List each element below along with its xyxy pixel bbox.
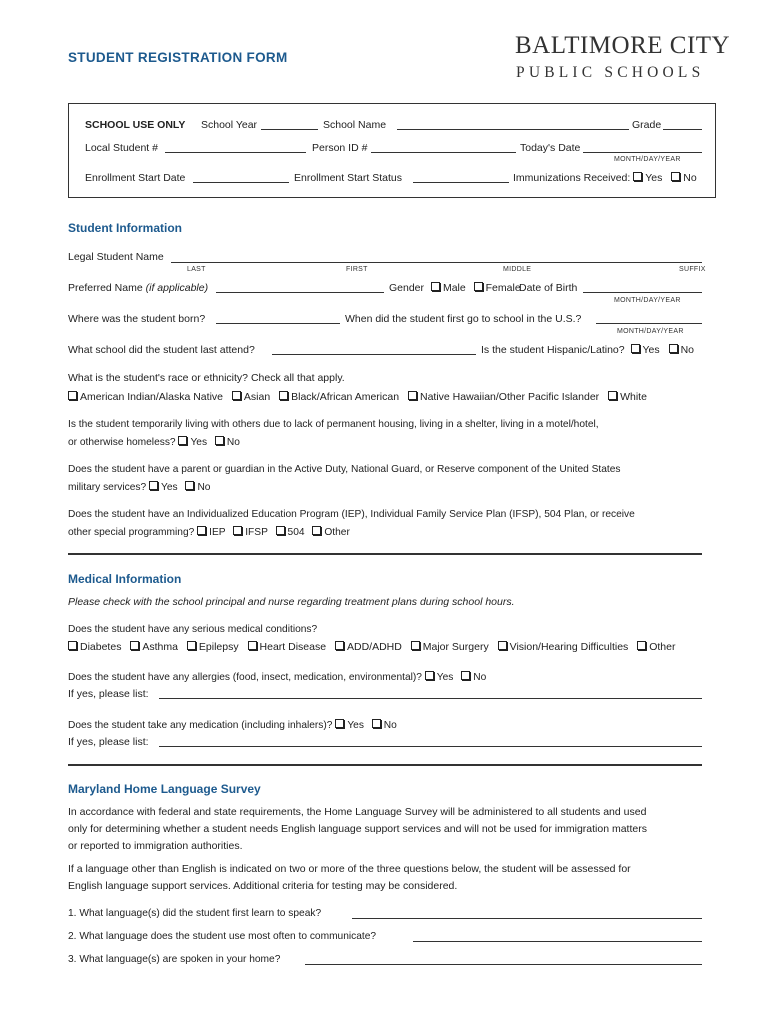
todays-date-field[interactable] bbox=[583, 152, 702, 153]
homeless-question-line1: Is the student temporarily living with others due to lack of permanent housing, living in a shelter, living in a motel/hotel, bbox=[68, 419, 599, 430]
military-no-label: No bbox=[197, 482, 211, 493]
program-option: IEP bbox=[209, 527, 226, 538]
medical-note: Please check with the school principal and nurse regarding treatment plans during school hours. bbox=[68, 596, 515, 608]
race-white-checkbox[interactable] bbox=[608, 391, 617, 400]
program-iep-checkbox[interactable] bbox=[197, 526, 206, 535]
immunizations-no-checkbox[interactable] bbox=[671, 172, 680, 181]
medication-list-label: If yes, please list: bbox=[68, 736, 149, 748]
race-asian-checkbox[interactable] bbox=[232, 391, 241, 400]
hispanic-no-checkbox[interactable] bbox=[669, 344, 678, 353]
condition-heart-disease-checkbox[interactable] bbox=[248, 641, 257, 650]
form-title: STUDENT REGISTRATION FORM bbox=[68, 50, 288, 65]
language-question-1: 1. What language(s) did the student first learn to speak? bbox=[68, 908, 322, 919]
military-yes-label: Yes bbox=[160, 482, 178, 493]
condition-option: Asthma bbox=[142, 641, 178, 653]
immunizations-yes-label: Yes bbox=[645, 172, 663, 184]
homeless-no-checkbox[interactable] bbox=[215, 436, 224, 445]
program-question-line2 bbox=[68, 526, 350, 538]
grade-label: Grade bbox=[632, 119, 662, 131]
born-label: Where was the student born? bbox=[68, 313, 206, 325]
allergies-no-checkbox[interactable] bbox=[461, 671, 470, 680]
medication-yes-checkbox[interactable] bbox=[335, 719, 344, 728]
school-name-field[interactable] bbox=[397, 129, 629, 130]
hispanic-label: Is the student Hispanic/Latino? bbox=[481, 344, 625, 356]
race-hint: Check all that apply. bbox=[250, 372, 345, 384]
legal-name-label: Legal Student Name bbox=[68, 251, 164, 263]
language-question-3: 3. What language(s) are spoken in your home? bbox=[68, 954, 281, 965]
school-year-label: School Year bbox=[201, 119, 258, 131]
dob-label: Date of Birth bbox=[519, 282, 578, 294]
race-black-checkbox[interactable] bbox=[279, 391, 288, 400]
preferred-name-row bbox=[68, 282, 208, 294]
legal-name-suffix: SUFFIX bbox=[679, 266, 706, 273]
medication-no-checkbox[interactable] bbox=[372, 719, 381, 728]
program-option: Other bbox=[324, 527, 350, 538]
school-name-label: School Name bbox=[323, 119, 387, 131]
condition-other-checkbox[interactable] bbox=[637, 641, 646, 650]
conditions-options bbox=[68, 641, 675, 653]
race-label: What is the student's race or ethnicity? bbox=[68, 372, 249, 384]
race-native-hawaiian-checkbox[interactable] bbox=[408, 391, 417, 400]
allergies-row bbox=[68, 671, 486, 683]
language-answer-1[interactable] bbox=[352, 918, 702, 919]
homeless-question-line2 bbox=[68, 436, 240, 448]
person-id-field[interactable] bbox=[371, 152, 516, 153]
language-answer-3[interactable] bbox=[305, 964, 702, 965]
section-divider bbox=[68, 553, 702, 555]
condition-add-adhd-checkbox[interactable] bbox=[335, 641, 344, 650]
language-para2-line2: English language support services. Additional criteria for testing may be considered. bbox=[68, 880, 458, 892]
program-other-checkbox[interactable] bbox=[312, 526, 321, 535]
condition-option: Diabetes bbox=[80, 641, 122, 653]
military-question-line1: Does the student have a parent or guardian in the Active Duty, National Guard, or Reserve component of the United States bbox=[68, 464, 621, 475]
school-use-heading: SCHOOL USE ONLY bbox=[85, 119, 186, 131]
preferred-name-label: Preferred Name bbox=[68, 282, 143, 294]
logo-public-schools: PUBLIC SCHOOLS bbox=[516, 64, 705, 81]
student-info-heading: Student Information bbox=[68, 221, 182, 235]
allergies-list-label: If yes, please list: bbox=[68, 688, 149, 700]
language-question-2: 2. What language does the student use most often to communicate? bbox=[68, 931, 377, 942]
gender-row bbox=[389, 282, 521, 294]
language-para1-line2: only for determining whether a student needs English language support services and will not be used for immigration matters bbox=[68, 823, 647, 835]
gender-male-checkbox[interactable] bbox=[431, 282, 440, 291]
military-question-text: military services? bbox=[68, 482, 147, 493]
program-option: 504 bbox=[287, 527, 305, 538]
medication-no-label: No bbox=[383, 720, 397, 731]
born-field[interactable] bbox=[216, 323, 340, 324]
military-question-line2 bbox=[68, 481, 210, 493]
todays-date-format: MONTH/DAY/YEAR bbox=[614, 156, 681, 163]
hispanic-no-label: No bbox=[680, 344, 695, 356]
conditions-question: Does the student have any serious medical conditions? bbox=[68, 624, 318, 635]
section-divider bbox=[68, 764, 702, 766]
race-option: American Indian/Alaska Native bbox=[80, 391, 223, 403]
program-question-text: other special programming? bbox=[68, 527, 195, 538]
allergies-yes-checkbox[interactable] bbox=[425, 671, 434, 680]
allergies-yes-label: Yes bbox=[436, 672, 454, 683]
homeless-yes-checkbox[interactable] bbox=[178, 436, 187, 445]
last-school-label: What school did the student last attend? bbox=[68, 344, 255, 356]
race-american-indian-checkbox[interactable] bbox=[68, 391, 77, 400]
first-school-us-format: MONTH/DAY/YEAR bbox=[617, 328, 684, 335]
race-option: Native Hawaiian/Other Pacific Islander bbox=[420, 391, 600, 403]
program-question-line1: Does the student have an Individualized Education Program (IEP), Individual Family Service Plan (IFSP), 504 Plan, or receive bbox=[68, 509, 635, 520]
immunizations-no-label: No bbox=[683, 172, 697, 184]
immunizations-label: Immunizations Received: bbox=[513, 172, 631, 184]
legal-name-field[interactable] bbox=[171, 262, 702, 263]
language-para1-line3: or reported to immigration authorities. bbox=[68, 840, 243, 852]
preferred-name-field[interactable] bbox=[216, 292, 384, 293]
homeless-yes-label: Yes bbox=[190, 437, 208, 448]
gender-female-checkbox[interactable] bbox=[474, 282, 483, 291]
local-student-field[interactable] bbox=[165, 152, 306, 153]
gender-male-label: Male bbox=[442, 282, 466, 294]
legal-name-first: FIRST bbox=[346, 266, 368, 273]
condition-option: Heart Disease bbox=[259, 641, 327, 653]
condition-asthma-checkbox[interactable] bbox=[130, 641, 139, 650]
allergies-list-field[interactable] bbox=[159, 698, 702, 699]
language-para2-line1: If a language other than English is indicated on two or more of the three questions below, the student will be assessed for bbox=[68, 863, 631, 875]
allergies-no-label: No bbox=[473, 672, 487, 683]
person-id-label: Person ID # bbox=[312, 142, 368, 154]
local-student-label: Local Student # bbox=[85, 142, 158, 154]
medication-row bbox=[68, 719, 397, 731]
program-option: IFSP bbox=[245, 527, 268, 538]
immunizations-row bbox=[513, 172, 697, 184]
enrollment-start-date-label: Enrollment Start Date bbox=[85, 172, 186, 184]
condition-option: Epilepsy bbox=[198, 641, 239, 653]
condition-option: Other bbox=[649, 641, 676, 653]
condition-diabetes-checkbox[interactable] bbox=[68, 641, 77, 650]
race-options bbox=[68, 391, 647, 403]
enrollment-start-status-field[interactable] bbox=[413, 182, 509, 183]
medication-yes-label: Yes bbox=[347, 720, 364, 731]
legal-name-last: LAST bbox=[187, 266, 206, 273]
immunizations-yes-checkbox[interactable] bbox=[633, 172, 642, 181]
language-answer-2[interactable] bbox=[413, 941, 702, 942]
hispanic-row bbox=[481, 344, 694, 356]
language-para1-line1: In accordance with federal and state requirements, the Home Language Survey will be administered to all students and used bbox=[68, 806, 647, 818]
first-school-us-label: When did the student first go to school in the U.S.? bbox=[345, 313, 582, 325]
allergies-question: Does the student have any allergies (food, insect, medication, environmental)? bbox=[68, 672, 422, 683]
enrollment-start-date-field[interactable] bbox=[193, 182, 289, 183]
condition-option: Major Surgery bbox=[422, 641, 489, 653]
first-school-us-field[interactable] bbox=[596, 323, 702, 324]
homeless-no-label: No bbox=[226, 437, 240, 448]
race-option: Black/African American bbox=[291, 391, 400, 403]
enrollment-start-status-label: Enrollment Start Status bbox=[294, 172, 402, 184]
language-heading: Maryland Home Language Survey bbox=[68, 782, 261, 796]
military-yes-checkbox[interactable] bbox=[149, 481, 158, 490]
grade-field[interactable] bbox=[663, 129, 702, 130]
military-no-checkbox[interactable] bbox=[185, 481, 194, 490]
medication-list-field[interactable] bbox=[159, 746, 702, 747]
hispanic-yes-label: Yes bbox=[642, 344, 660, 356]
todays-date-label: Today's Date bbox=[520, 142, 581, 154]
program-ifsp-checkbox[interactable] bbox=[233, 526, 242, 535]
medication-question: Does the student take any medication (including inhalers)? bbox=[68, 720, 333, 731]
gender-label: Gender bbox=[389, 282, 425, 294]
logo-baltimore-city: BALTIMORE CITY bbox=[515, 32, 731, 59]
condition-option: ADD/ADHD bbox=[346, 641, 402, 653]
school-year-field[interactable] bbox=[261, 129, 318, 130]
gender-female-label: Female bbox=[485, 282, 521, 294]
last-school-field[interactable] bbox=[272, 354, 476, 355]
program-504-checkbox[interactable] bbox=[276, 526, 285, 535]
homeless-question-text: or otherwise homeless? bbox=[68, 437, 176, 448]
condition-epilepsy-checkbox[interactable] bbox=[187, 641, 196, 650]
condition-vision-hearing-checkbox[interactable] bbox=[498, 641, 507, 650]
race-question bbox=[68, 372, 345, 384]
dob-field[interactable] bbox=[583, 292, 702, 293]
race-option: White bbox=[620, 391, 647, 403]
legal-name-middle: MIDDLE bbox=[503, 266, 532, 273]
hispanic-yes-checkbox[interactable] bbox=[631, 344, 640, 353]
medical-heading: Medical Information bbox=[68, 572, 182, 586]
race-option: Asian bbox=[243, 391, 271, 403]
condition-option: Vision/Hearing Difficulties bbox=[509, 641, 629, 653]
condition-major-surgery-checkbox[interactable] bbox=[411, 641, 420, 650]
preferred-name-hint: (if applicable) bbox=[145, 282, 209, 294]
dob-format: MONTH/DAY/YEAR bbox=[614, 297, 681, 304]
